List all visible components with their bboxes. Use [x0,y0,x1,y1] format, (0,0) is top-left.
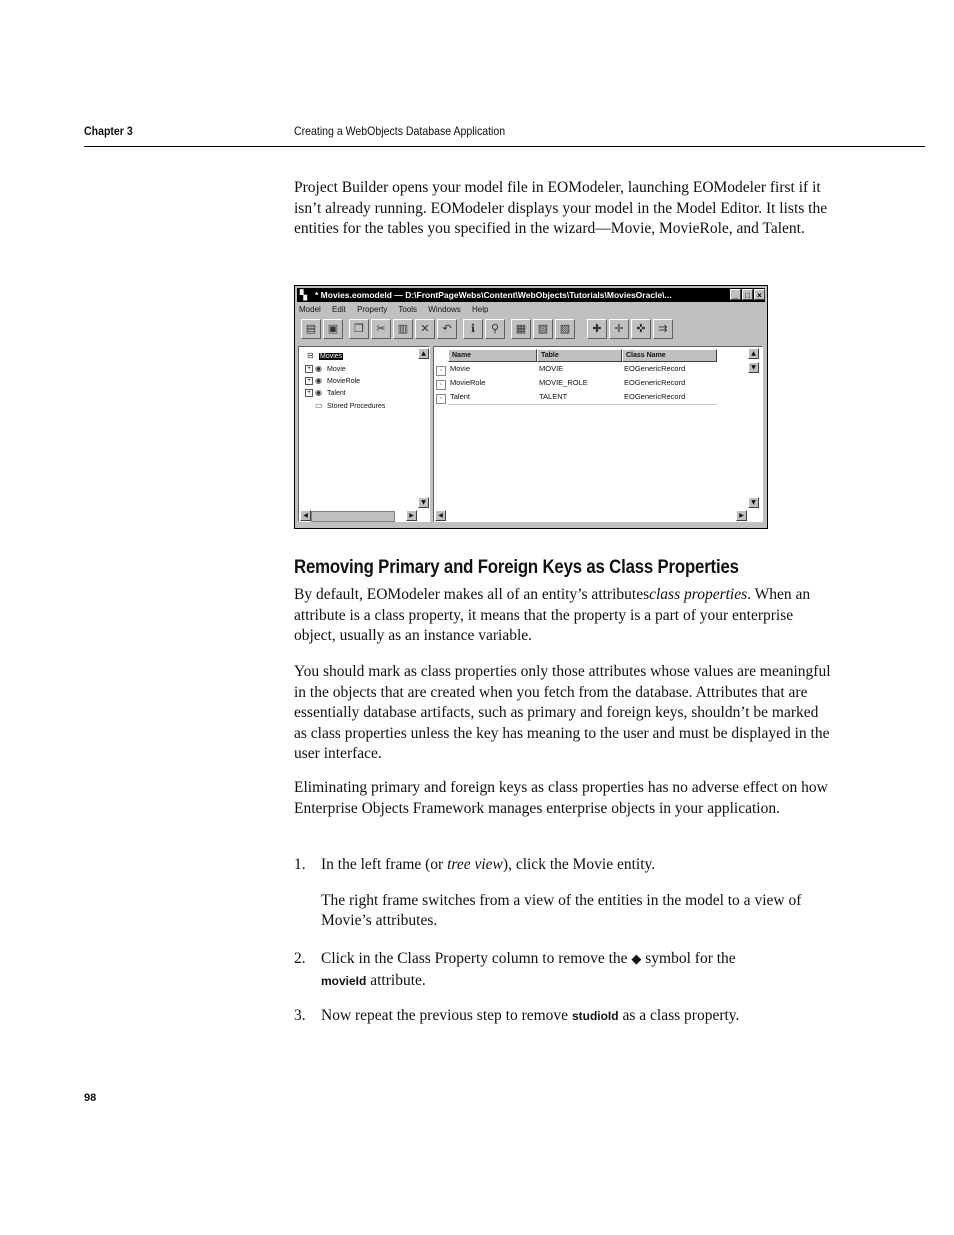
window-titlebar [297,288,765,302]
diagram-view-icon[interactable]: ▣ [323,319,343,339]
menu-help[interactable]: Help [471,305,489,314]
generate-icon[interactable]: ▨ [555,319,575,339]
expand-icon[interactable]: + [305,389,313,397]
menu-bar [299,304,497,316]
expand-icon[interactable]: + [305,377,313,385]
menu-windows[interactable]: Windows [428,305,461,314]
paragraph-mark-class-properties: You should mark as class properties only those attributes whose values are meaningful in the objects that are created when you fetch from the database. Attributes that are essentially database artifacts, such as primary and foreign keys, shouldn’t be marked as class properties unless the key has meaning to the user and must be displayed in the user interface. [294,663,831,762]
tree-root[interactable] [307,351,343,362]
paragraph-eliminating-keys: Eliminating primary and foreign keys as class properties has no adverse effect on how Enterprise Objects Framework manages enterprise objects in your application. [294,779,828,817]
cut-icon[interactable]: ✂ [371,319,391,339]
tree-item-label: MovieRole [327,377,361,385]
header-rule [84,146,925,147]
step-3: 3. Now repeat the previous step to remove studioId as a class property. [294,1007,740,1024]
app-icon: ▚ [300,290,307,300]
expand-icon[interactable]: + [305,365,313,373]
cell-name: Talent [450,392,471,401]
column-header-class-name[interactable]: Class Name [622,349,717,362]
entity-row-icon: ▫ [436,380,446,390]
tree-view-pane[interactable] [298,346,430,522]
menu-edit[interactable]: Edit [332,305,346,314]
intro-paragraph: Project Builder opens your model file in EOModeler, launching EOModeler first if it isn’t already running. EOModeler displays your model in the Model Editor. It lists the entities for the tables you specified in the wizard—Movie, MovieRole, and Talent. [294,179,828,237]
entity-row-icon: ▫ [436,394,446,404]
menu-model[interactable]: Model [299,305,321,314]
page-number: 98 [84,1092,97,1104]
inspector-icon[interactable]: ⚲ [485,319,505,339]
term-class-properties: class properties [649,586,748,603]
scroll-left-icon[interactable]: ◀ [300,510,311,521]
step-1: 1. In the left frame (or tree view), click the Movie entity. The right frame switches from a view of the entities in the model to a view of Movie’s attributes. [294,855,834,935]
tree-item-talent[interactable] [305,388,346,399]
running-header-title: Creating a WebObjects Database Application [294,124,506,138]
add-entity-icon[interactable]: ✚ [587,319,607,339]
copy-icon[interactable]: ❐ [349,319,369,339]
column-header-table[interactable]: Table [537,349,622,362]
entity-icon: ◉ [315,364,322,373]
scroll-down-icon[interactable]: ▼ [418,497,429,508]
cell-table: TALENT [539,392,568,401]
code-studioId: studioId [571,1009,619,1023]
minimize-icon[interactable]: _ [730,289,741,300]
tree-item-movierole[interactable] [305,376,360,387]
tree-item-stored-procedures[interactable] [315,401,385,412]
scroll-right-icon[interactable]: ▶ [406,510,417,521]
toolbar [299,319,765,343]
paste-icon[interactable]: ▥ [393,319,413,339]
chapter-label: Chapter 3 [84,124,133,138]
eomodeler-window-screenshot [294,285,768,529]
scroll-up-icon[interactable]: ▲ [418,348,429,359]
entity-icon: ◉ [315,388,322,397]
table-view-icon[interactable]: ▤ [301,319,321,339]
maximize-icon[interactable]: □ [742,289,753,300]
cell-class-name: EOGenericRecord [624,392,686,401]
add-relationship-icon[interactable]: ✜ [631,319,651,339]
sql-icon[interactable]: ▧ [533,319,553,339]
tree-root-label: Movies [320,352,343,360]
flatten-icon[interactable]: ⇉ [653,319,673,339]
tree-item-label: Stored Procedures [327,402,386,410]
section-heading: Removing Primary and Foreign Keys as Class Properties [294,556,739,578]
menu-property[interactable]: Property [357,305,388,314]
folder-icon: ▭ [315,401,323,410]
browse-data-icon[interactable]: ▦ [511,319,531,339]
add-attribute-icon[interactable]: ✛ [609,319,629,339]
window-title: * Movies.eomodeld — D:\FrontPageWebs\Content\WebObjects\Tutorials\MoviesOracle\... [315,290,672,300]
scroll-right-icon[interactable]: ▶ [736,510,747,521]
cell-name: MovieRole [450,378,486,387]
column-header-name[interactable]: Name [448,349,537,362]
table-view-pane[interactable] [433,346,763,522]
entity-row-icon: ▫ [436,366,446,376]
horizontal-scroll-thumb[interactable] [311,511,395,522]
close-icon[interactable]: × [754,289,765,300]
code-movieId: movieId [321,973,367,988]
tree-item-movie[interactable] [305,364,346,375]
cell-name: Movie [450,364,471,373]
tree-item-label: Talent [327,389,346,397]
scroll-down-small-icon[interactable]: ▼ [748,362,759,373]
cell-class-name: EOGenericRecord [624,364,686,373]
scroll-up-icon[interactable]: ▲ [748,348,759,359]
scroll-down-icon[interactable]: ▼ [748,497,759,508]
model-icon: ⊟ [307,351,314,360]
undo-icon[interactable]: ↶ [437,319,457,339]
delete-icon[interactable]: ✕ [415,319,435,339]
menu-tools[interactable]: Tools [398,305,418,314]
info-icon[interactable]: ℹ [463,319,483,339]
entity-icon: ◉ [315,376,322,385]
cell-table: MOVIE [539,364,564,373]
step-1-note: The right frame switches from a view of the entities in the model to a view of Movie’s attributes. [321,891,802,929]
scroll-left-icon[interactable]: ◀ [435,510,446,521]
cell-class-name: EOGenericRecord [624,378,686,387]
step-2: 2. Click in the Class Property column to remove the ◆ symbol for the movieId attribute. [294,950,736,989]
paragraph-class-properties: By default, EOModeler makes all of an entity’s attributesclass properties. When an attribute is a class property, it means that the property is a part of your enterprise object, usually as an instance variable. [294,586,811,644]
diamond-symbol-icon: ◆ [631,952,642,967]
cell-table: MOVIE_ROLE [539,378,588,387]
tree-item-label: Movie [327,365,346,373]
row-divider [448,404,717,405]
